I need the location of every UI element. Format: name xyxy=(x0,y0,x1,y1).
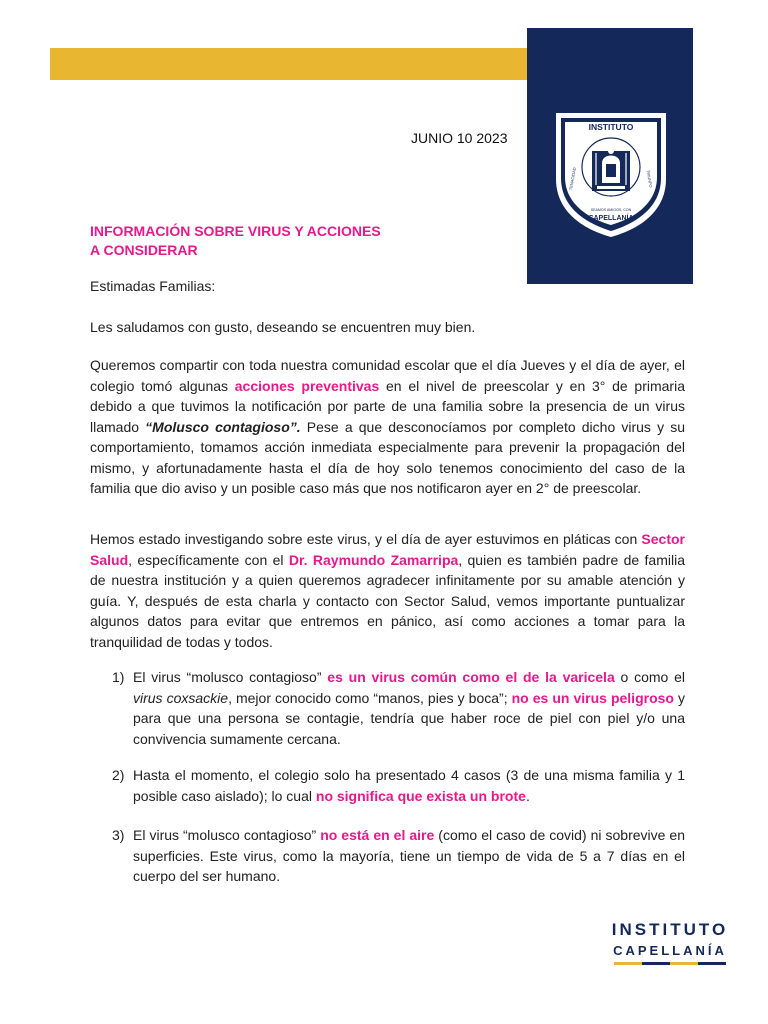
list-item-1 xyxy=(90,667,685,749)
institute-crest-logo xyxy=(552,107,670,239)
paragraph-2 xyxy=(90,529,685,652)
footer-logo-line-2: CAPELLANÍA xyxy=(613,943,727,958)
greeting: Estimadas Familias: xyxy=(90,278,216,294)
crest-right-text: TRIUNFO xyxy=(645,169,654,188)
li1-text-2: o como el xyxy=(614,669,685,685)
li3-highlight-1: no está en el aire xyxy=(320,827,435,843)
p1-bold-molusco: “Molusco contagioso”. xyxy=(145,418,301,435)
li2-text-2: . xyxy=(525,787,530,804)
document-title xyxy=(90,222,381,260)
p1-text-1: Queremos compartir con toda nuestra comunidad escolar que el día Jueves y el día de ayer, el colegio tomó algunas xyxy=(90,357,685,394)
li2-highlight-1: no significa que exista un brote xyxy=(315,787,526,804)
crest-bottom-text: CAPELLANÍA xyxy=(588,215,634,222)
footer-logo xyxy=(600,920,740,965)
p1-text-3: Pese a que desconocíamos por completo dicho virus y su comportamiento, tomamos acción inmediata especialmente para prevenir la propagación del mismo, y afortunadamente hasta el día de hoy solo tenemos conocimiento del caso de la familia que dio aviso y un posible caso más que nos notificaron ayer en 2° de preescolar. xyxy=(90,418,685,496)
li3-text-1: El virus “molusco contagioso” xyxy=(133,827,321,843)
paragraph-1 xyxy=(90,355,685,499)
list-item-number: 3) xyxy=(112,827,125,843)
li1-text-4: y para que una persona se contagie, tendría que haber roce de piel con piel y/o una convivencia sumamente cercana. xyxy=(133,689,685,747)
li1-highlight-1: es un virus común como el de la varicela xyxy=(327,669,615,685)
list-item-text xyxy=(133,667,685,749)
p2-text-1: Hemos estado investigando sobre este virus, y el día de ayer estuvimos en pláticas con xyxy=(90,531,642,547)
p2-highlight-sector-salud: Sector Salud xyxy=(90,531,685,568)
li1-highlight-2: no es un virus peligroso xyxy=(511,689,674,706)
li1-italic-virus: virus coxsackie xyxy=(133,689,229,706)
p2-text-2: , específicamente con el xyxy=(128,551,289,568)
list-item-2 xyxy=(90,765,685,806)
crest-left-text: TENACIDAD xyxy=(568,166,577,191)
title-line-1: INFORMACIÓN SOBRE VIRUS Y ACCIONES xyxy=(90,223,381,239)
p1-highlight-acciones: acciones preventivas xyxy=(234,377,380,394)
li3-text-2: (como el caso de covid) ni sobrevive en superficies. Este virus, como la mayoría, tiene un tiempo de vida de 5 a 7 días en el cuerpo del ser humano. xyxy=(133,827,685,884)
intro-paragraph: Les saludamos con gusto, deseando se encuentren muy bien. xyxy=(90,319,476,335)
li1-text-3: , mejor conocido como “manos, pies y boca”; xyxy=(228,689,512,706)
document-date: JUNIO 10 2023 xyxy=(411,130,508,146)
title-line-2: A CONSIDERAR xyxy=(90,242,198,258)
crest-top-text: INSTITUTO xyxy=(588,122,634,132)
p2-text-3: , quien es también padre de familia de nuestra institución y a quien queremos agradecer infinitamente por su amable atención y guía. Y, después de esta charla y contacto con Sector Salud, vemos importante puntualizar algunos datos para evitar que entremos en pánico, así como acciones a tomar para la tranquilidad de todas y todos. xyxy=(90,551,685,650)
li1-text-1: El virus “molusco contagioso” xyxy=(133,669,328,685)
footer-logo-line-1: INSTITUTO xyxy=(611,920,729,939)
list-item-number: 2) xyxy=(112,767,125,783)
footer-logo-underline xyxy=(600,962,740,965)
p1-text-2: en el nivel de preescolar y en 3° de primaria debido a que tuvimos la notificación por parte de una familia sobre la presencia de un virus llamado xyxy=(90,377,685,435)
li2-text-1: Hasta el momento, el colegio solo ha presentado 4 casos (3 de una misma familia y 1 posible caso aislado); lo cual xyxy=(133,767,685,804)
p2-highlight-doctor: Dr. Raymundo Zamarripa xyxy=(288,551,459,568)
list-item-text xyxy=(133,765,685,806)
list-item-3 xyxy=(90,825,685,887)
crest-motto-text: SEAMOS AMIGOS, CON xyxy=(590,208,632,212)
list-item-text xyxy=(133,825,685,887)
list-item-number: 1) xyxy=(112,669,125,685)
